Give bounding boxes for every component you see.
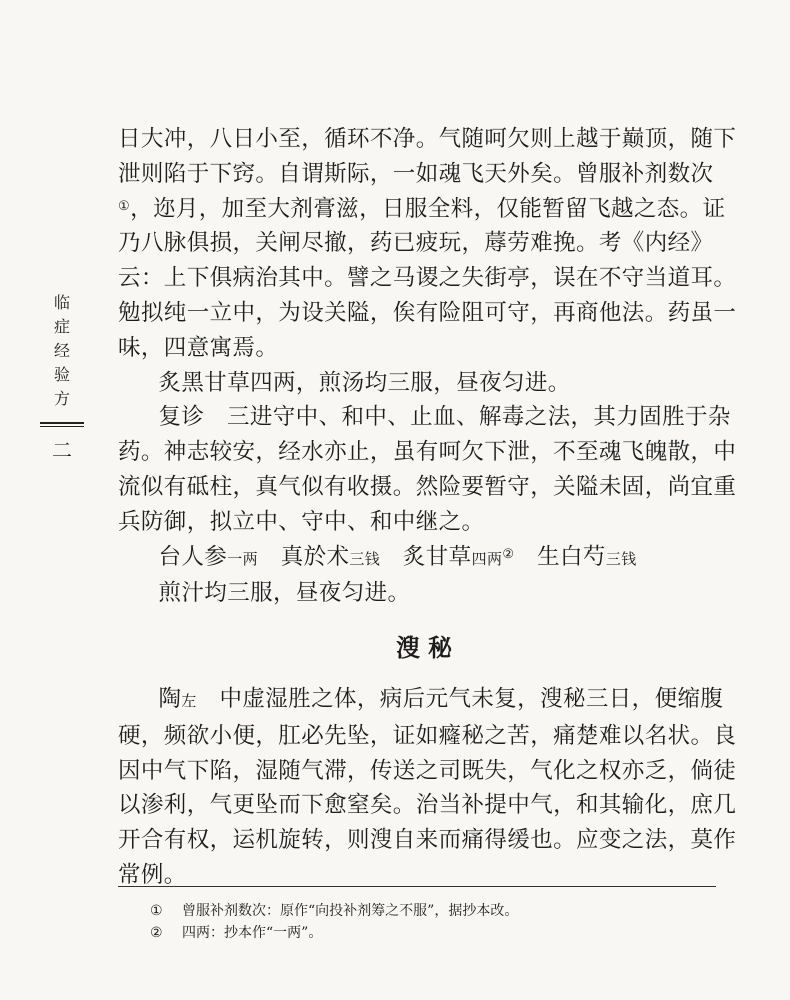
- side-divider: [40, 422, 84, 424]
- page-body: [118, 122, 738, 893]
- prescription-note: 煎汁均三服，昼夜匀进。: [158, 580, 411, 607]
- footnote-ref: ①: [118, 198, 131, 214]
- footnote-mark: ②: [150, 925, 163, 941]
- footnote-text: 曾服补剂数次：原作“向投补剂筹之不服”，据抄本改。: [182, 903, 519, 919]
- patient-note: 左: [181, 691, 197, 710]
- book-title-char: 症: [53, 317, 70, 336]
- side-divider-thin: [40, 426, 84, 427]
- herb-name: 台人参: [158, 543, 228, 570]
- volume-number: 二: [52, 438, 72, 462]
- book-title-char: 经: [53, 341, 70, 360]
- footnote-text: 四两：抄本作“一两”。: [182, 925, 323, 941]
- section-case-paragraph: 陶左 中虚湿胜之体，病后元气未复，溲秘三日，便缩腹硬，频欲小便，肛必先坠，证如癃秘之苦，痛楚难以名状。良因中气下陷，湿随气滞，传送之司既失，气化之权亦乏，倘徒以渗利，气更坠而下愈窒矣。治当补提中气，和其输化，庶几开合有权，运机旋转，则溲自来而痛得缓也。应变之法，莫作常例。: [118, 685, 737, 888]
- book-title-char: 方: [53, 389, 70, 408]
- side-running-title: [40, 290, 84, 463]
- book-title-char: 验: [53, 365, 70, 384]
- follow-up-label: 复诊: [158, 404, 205, 431]
- herb-name: 生白芍: [537, 543, 606, 570]
- patient-name: 陶: [158, 685, 182, 712]
- herb-name: 真於术: [280, 543, 350, 570]
- herb-name: 炙甘草: [402, 543, 472, 570]
- footnote-item: [150, 900, 710, 922]
- case-paragraph: 日大冲，八日小至，循环不净。气随呵欠则上越于巅顶，随下泄则陷于下窍。自谓斯际，一如魂飞天外矣。曾服补剂数次①，迩月，加至大剂膏滋，日服全料，仅能暂留飞越之态。证乃八脉俱损，关闸尽撤，药已疲玩，蓐劳难挽。考《内经》云：上下俱病治其中。譬之马谡之失街亭，误在不守当道耳。勉拟纯一立中，为设关隘，俟有险阻可守，再商他法。药虽一味，四意寓焉。: [118, 126, 737, 361]
- book-title-vertical: [40, 290, 84, 410]
- follow-up-paragraph: 复诊 三进守中、和中、止血、解毒之法，其力固胜于杂药。神志较安，经水亦止，虽有呵欠下泄，不至魂飞魄散，中流似有砥柱，真气似有收摄。然险要暂守，关隘未固，尚宜重兵防御，拟立中、守中、和中继之。: [118, 404, 737, 535]
- prescription-line: 炙黑甘草四两，煎汤均三服，昼夜匀进。: [158, 369, 571, 396]
- footnotes: [150, 900, 710, 944]
- herb-dose: 三钱: [349, 549, 381, 568]
- book-title-char: 临: [53, 293, 70, 312]
- herb-dose: 三钱: [605, 549, 637, 568]
- herb-dose: 四两: [471, 549, 503, 568]
- footnote-item: [150, 922, 710, 944]
- section-title: 溲秘: [396, 633, 460, 663]
- footnote-divider: [118, 886, 716, 887]
- herb-dose: 一两: [227, 549, 259, 568]
- footnote-mark: ①: [150, 903, 163, 919]
- prescription-herbs: [118, 540, 738, 577]
- footnote-ref: ②: [502, 546, 515, 562]
